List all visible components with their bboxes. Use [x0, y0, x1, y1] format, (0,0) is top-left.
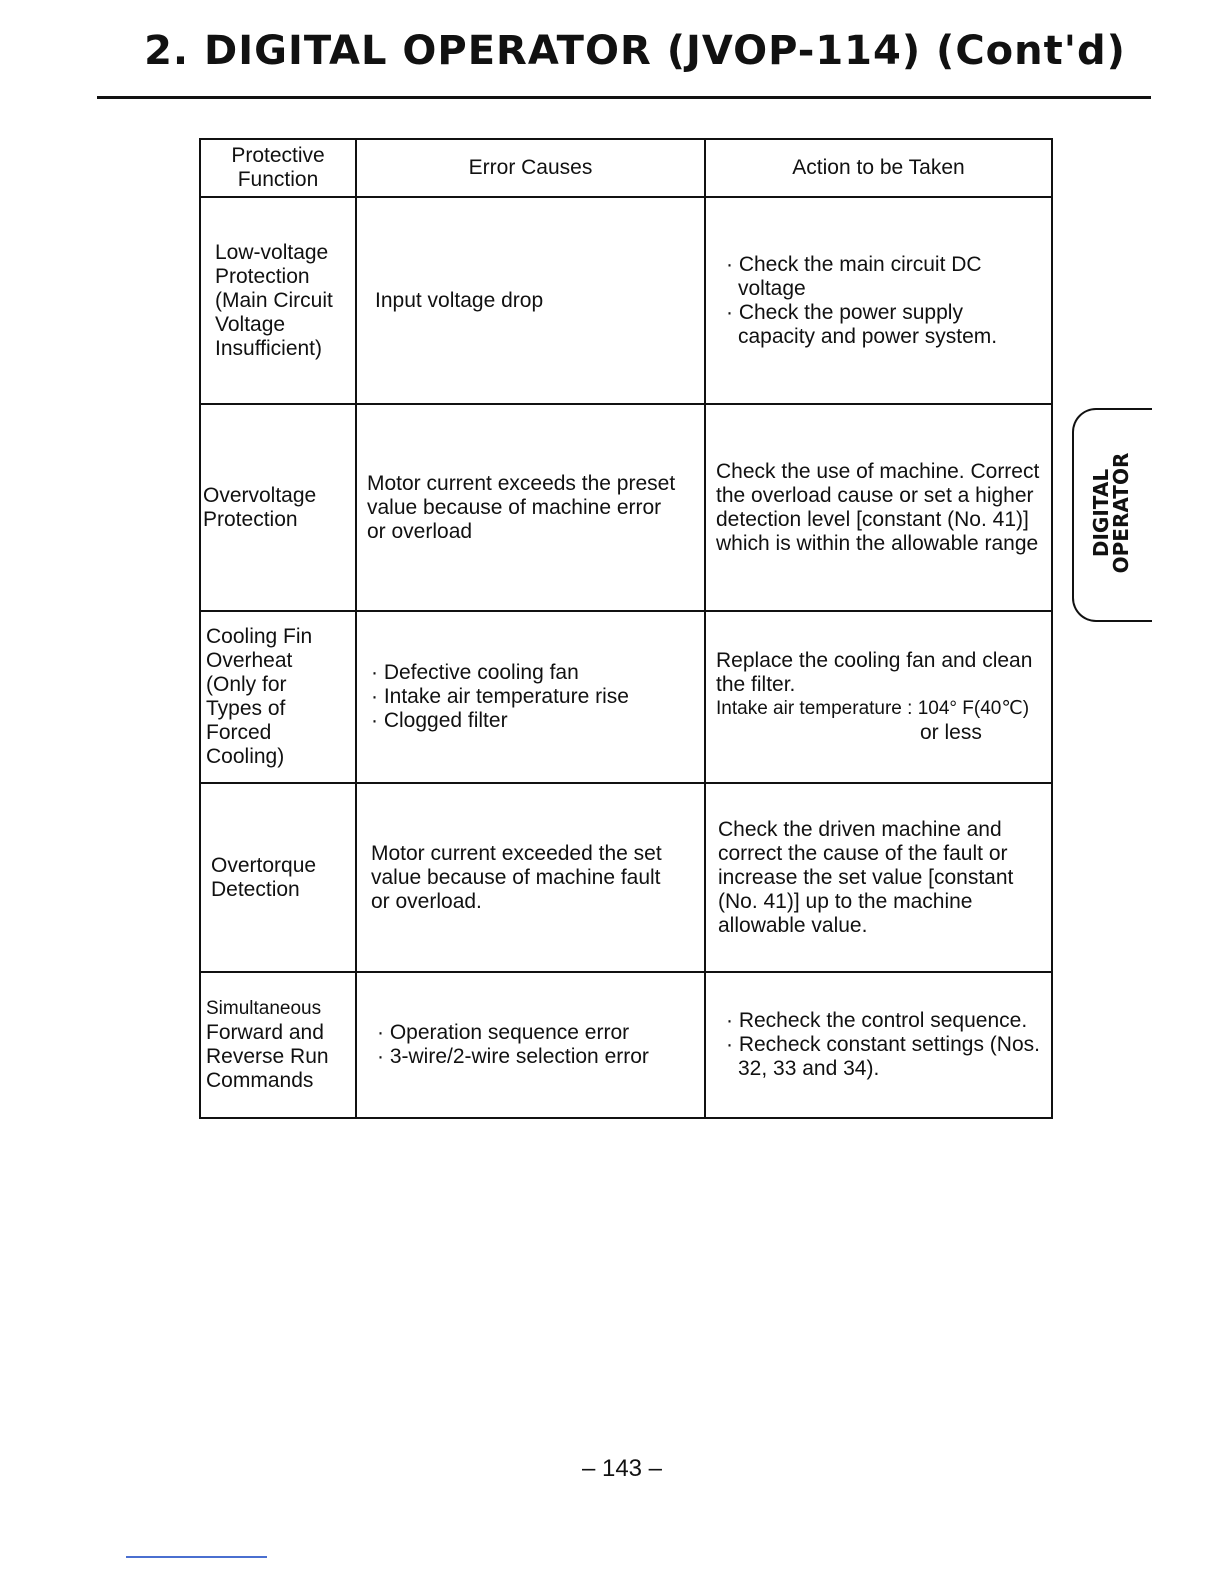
function-line: (Main Circuit — [215, 288, 333, 312]
action-text: · Recheck the control sequence. — [726, 1009, 1028, 1032]
function-line: Insufficient) — [215, 336, 322, 360]
page-number: – 143 – — [581, 1455, 663, 1482]
action-text: or less — [920, 721, 982, 744]
function-line: Overvoltage — [203, 483, 317, 507]
cause-text: Motor current exceeded the set value because of machine fault or overload. — [371, 841, 662, 913]
function-line: Overheat — [206, 649, 293, 672]
action-text: Replace the cooling fan and clean the filter. — [716, 649, 1033, 696]
page-title: 2. DIGITAL OPERATOR (JVOP-114) (Cont'd) — [144, 28, 1126, 74]
function-cell — [200, 783, 356, 972]
action-text: · Recheck constant settings (Nos. 32, 33 and 34). — [726, 1033, 1040, 1080]
action-text: Check the use of machine. Correct the overload cause or set a higher detection level [constant (No. 41)] which is within the allowable range — [716, 459, 1040, 555]
function-cell — [200, 972, 356, 1118]
function-cell — [200, 197, 356, 404]
cause-text: · Defective cooling fan — [371, 661, 579, 684]
function-line: Types of — [206, 697, 286, 720]
action-text: Check the driven machine and correct the cause of the fault or increase the set value [constant (No. 41)] up to the machine allowable value. — [718, 817, 1014, 937]
function-line: Forward and — [206, 1021, 324, 1044]
function-cell — [200, 611, 356, 783]
side-tab-line: DIGITAL — [1089, 468, 1113, 558]
function-line: Protection — [203, 507, 298, 531]
function-line: Detection — [211, 877, 300, 901]
function-cell — [200, 404, 356, 611]
causes-cell — [356, 611, 705, 783]
action-cell — [705, 404, 1052, 611]
table-row — [200, 972, 1052, 1118]
action-cell — [705, 197, 1052, 404]
side-tab-label — [1091, 453, 1131, 574]
causes-cell — [356, 783, 705, 972]
function-line: Cooling Fin — [206, 625, 313, 648]
function-line: Voltage — [215, 312, 286, 336]
title-rule — [97, 96, 1151, 99]
function-line: (Only for — [206, 673, 287, 696]
function-line: Commands — [206, 1069, 314, 1092]
side-tab-line: OPERATOR — [1109, 452, 1133, 574]
action-text: · Check the main circuit DC voltage — [726, 252, 982, 300]
cause-text: · Clogged filter — [371, 709, 508, 732]
function-line: Protection — [215, 264, 310, 288]
action-text: Intake air temperature : 104° F(40℃) — [716, 698, 1030, 719]
header-protective-function: Protective Function — [200, 139, 356, 197]
function-line: Low-voltage — [215, 240, 329, 264]
footer-rule — [126, 1556, 267, 1558]
table-row — [200, 404, 1052, 611]
cause-text: Input voltage drop — [375, 288, 544, 312]
table-row — [200, 783, 1052, 972]
cause-text: Motor current exceeds the preset value because of machine error or overload — [367, 471, 676, 543]
function-line: Reverse Run — [206, 1045, 329, 1068]
causes-cell — [356, 197, 705, 404]
function-line: Forced — [206, 721, 272, 744]
action-cell — [705, 972, 1052, 1118]
function-line: Simultaneous — [206, 998, 322, 1019]
function-line: Overtorque — [211, 853, 317, 877]
table-row — [200, 197, 1052, 404]
causes-cell — [356, 972, 705, 1118]
cause-text: · Operation sequence error — [377, 1021, 630, 1044]
action-cell — [705, 783, 1052, 972]
table-header-row — [200, 139, 1052, 197]
header-action: Action to be Taken — [705, 139, 1052, 197]
table-row — [200, 611, 1052, 783]
header-error-causes: Error Causes — [356, 139, 705, 197]
action-text: · Check the power supply capacity and power system. — [726, 300, 998, 348]
cause-text: · 3-wire/2-wire selection error — [377, 1045, 649, 1068]
cause-text: · Intake air temperature rise — [371, 685, 629, 708]
action-cell — [705, 611, 1052, 783]
function-line: Cooling) — [206, 745, 285, 768]
protective-function-table — [199, 138, 1053, 1119]
causes-cell — [356, 404, 705, 611]
